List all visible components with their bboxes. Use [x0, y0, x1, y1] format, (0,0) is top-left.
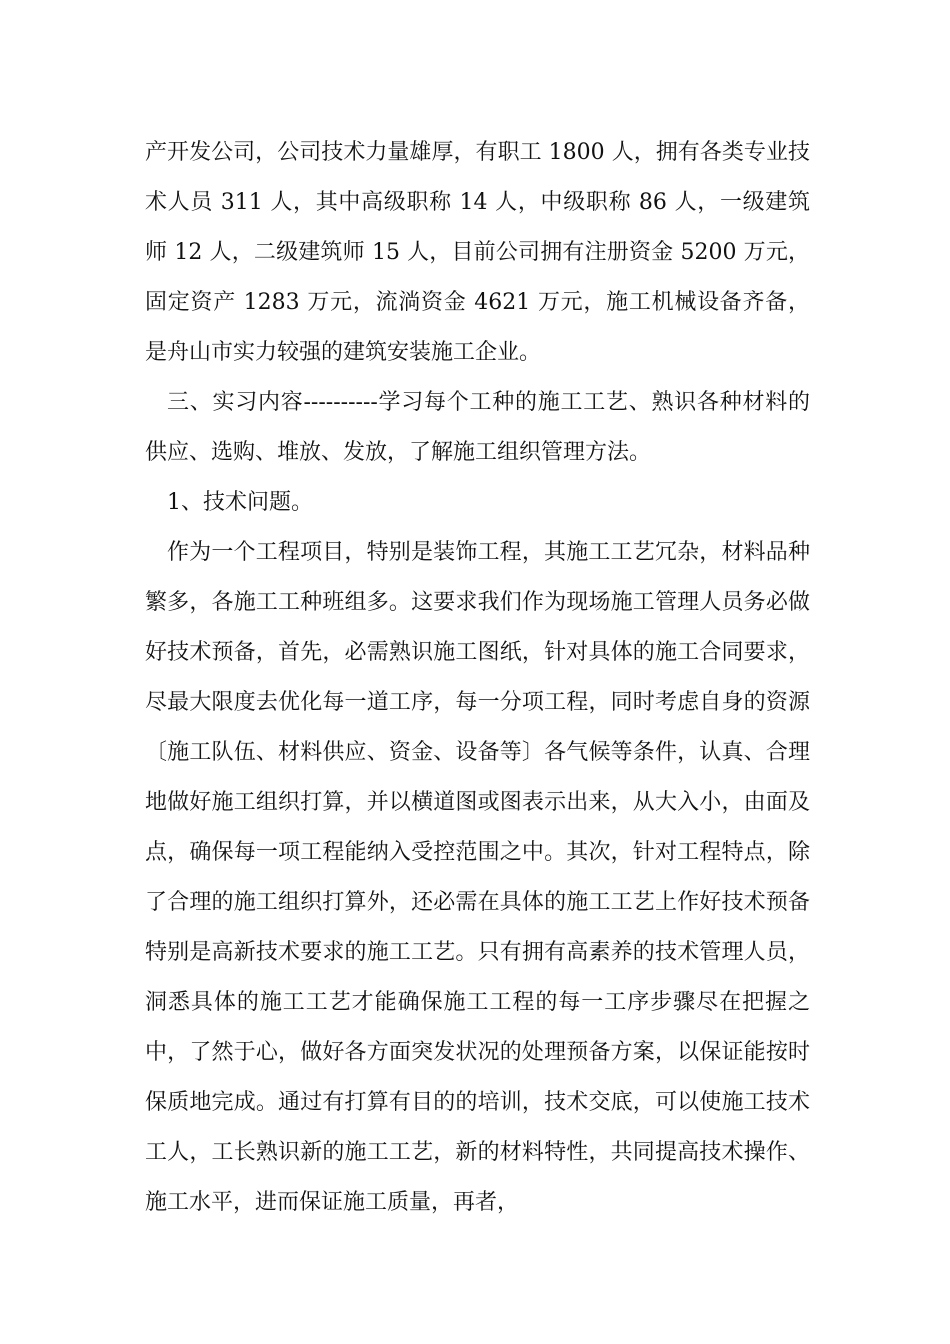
- paragraph-technical-issues-body: 作为一个工程项目，特别是装饰工程，其施工工艺冗杂，材料品种繁多，各施工工种班组多。这要求我们作为现场施工管理人员务必做好技术预备，首先，必需熟识施工图纸，针对具体的施工合同要求，尽最大限度去优化每一道工序，每一分项工程，同时考虑自身的资源〔施工队伍、材料供应、资金、设备等〕各气候等条件，认真、合理地做好施工组织打算，并以横道图或图表示出来，从大入小，由面及点，确保每一项工程能纳入受控范围之中。其次，针对工程特点，除了合理的施工组织打算外，还必需在具体的施工工艺上作好技术预备特别是高新技术要求的施工工艺。只有拥有高素养的技术管理人员，洞悉具体的施工工艺才能确保施工工程的每一工序步骤尽在把握之中，了然于心，做好各方面突发状况的处理预备方案，以保证能按时保质地完成。通过有打算有目的的培训，技术交底，可以使施工技术工人，工长熟识新的施工工艺，新的材料特性，共同提高技术操作、施工水平，进而保证施工质量，再者，: [145, 540, 810, 1215]
- document-body: [145, 128, 810, 1228]
- paragraph-technical-issues-heading: 1、技术问题。: [167, 490, 313, 515]
- paragraph-company-profile: 产开发公司，公司技术力量雄厚，有职工 1800 人，拥有各类专业技术人员 311 人，其中高级职称 14 人，中级职称 86 人，一级建筑师 12 人，二级建筑师 15 人，目前公司拥有注册资金 5200 万元，固定资产 1283 万元，流淌资金 4621 万元，施工机械设备齐备，是舟山市实力较强的建筑安装施工企业。: [145, 140, 810, 365]
- paragraph-internship-content: 三、实习内容----------学习每个工种的施工工艺、熟识各种材料的供应、选购、堆放、发放，了解施工组织管理方法。: [145, 390, 810, 465]
